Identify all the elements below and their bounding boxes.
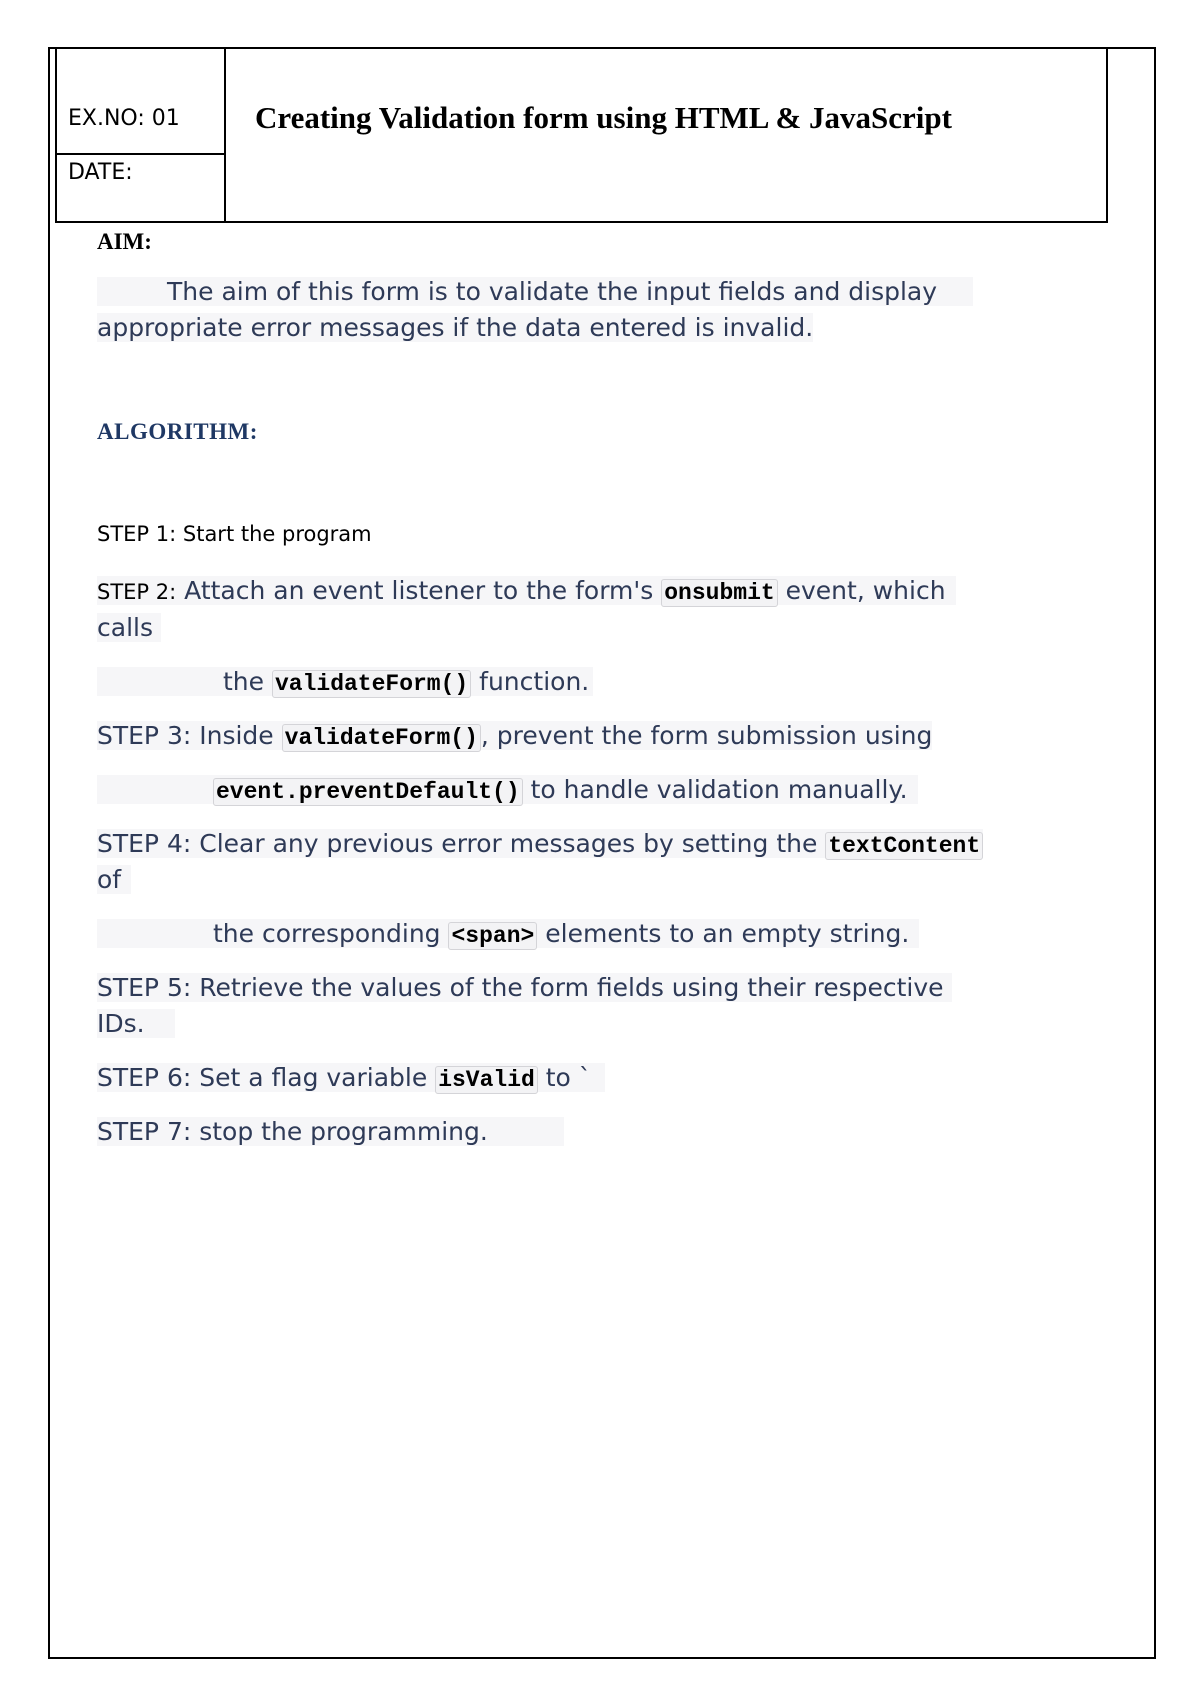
step-2-text-a: Attach an event listener to the form's <box>176 576 662 605</box>
document-title: Creating Validation form using HTML & JavaScript <box>255 100 952 135</box>
header-divider-horizontal <box>55 153 225 155</box>
step-2-text-c: calls <box>97 613 161 642</box>
step-4-line-1 <box>97 826 983 864</box>
aim-text-line-1 <box>97 274 973 310</box>
step-5-text-a: STEP 5: Retrieve the values of the form fields using their respective <box>97 973 952 1002</box>
aim-heading: AIM: <box>97 229 152 254</box>
step-2-label: STEP 2: <box>97 580 177 604</box>
aim-line-2: appropriate error messages if the data entered is invalid. <box>97 313 814 342</box>
step-4-label: STEP 4: <box>97 829 192 858</box>
aim-line-1: The aim of this form is to validate the input fields and display <box>97 277 973 306</box>
step-6-line <box>97 1060 605 1098</box>
step-6-text-a: STEP 6: Set a flag variable <box>97 1063 436 1092</box>
step-3-line-2 <box>97 772 918 810</box>
step-3-text-b: , prevent the form submission using <box>480 721 933 750</box>
code-textcontent: textContent <box>825 832 983 860</box>
step-2-line-1 <box>97 573 956 611</box>
date-label: DATE: <box>68 160 133 185</box>
step-4-text-d: elements to an empty string. <box>537 919 910 948</box>
step-5-text-b: IDs. <box>97 1009 175 1038</box>
step-6-text-b: to ` <box>537 1063 592 1092</box>
step-4-text-a: Clear any previous error messages by setting the <box>191 829 826 858</box>
step-4-line-2 <box>97 862 131 898</box>
step-3-text-c: to handle validation manually. <box>522 775 908 804</box>
code-onsubmit: onsubmit <box>661 579 777 607</box>
step-1: STEP 1: Start the program <box>97 522 372 546</box>
code-isvalid: isValid <box>435 1066 538 1094</box>
exercise-number: EX.NO: 01 <box>68 106 180 131</box>
step-4-text-c: the corresponding <box>213 919 449 948</box>
aim-text-line-2 <box>97 310 813 346</box>
step-3-label: STEP 3: <box>97 721 192 750</box>
code-validateform: validateForm() <box>272 670 471 698</box>
step-7-line <box>97 1114 564 1150</box>
step-5-line-1 <box>97 970 952 1006</box>
step-2-line-2 <box>97 610 161 646</box>
step-3-text-a: Inside <box>191 721 282 750</box>
step-2-text-d: the <box>223 667 272 696</box>
code-preventdefault: event.preventDefault() <box>213 778 523 806</box>
step-2-line-3 <box>97 664 593 702</box>
step-7-text: STEP 7: stop the programming. <box>97 1117 564 1146</box>
step-2-text-b: event, which <box>777 576 946 605</box>
step-3-line-1 <box>97 718 932 756</box>
header-divider-vertical <box>224 47 226 223</box>
algorithm-heading: ALGORITHM: <box>97 419 258 444</box>
step-4-line-3 <box>97 916 919 954</box>
code-span-tag: <span> <box>448 922 537 950</box>
code-validateform: validateForm() <box>282 724 481 752</box>
step-5-line-2 <box>97 1006 175 1042</box>
step-2-text-e: function. <box>471 667 590 696</box>
step-4-text-b: of <box>97 865 131 894</box>
